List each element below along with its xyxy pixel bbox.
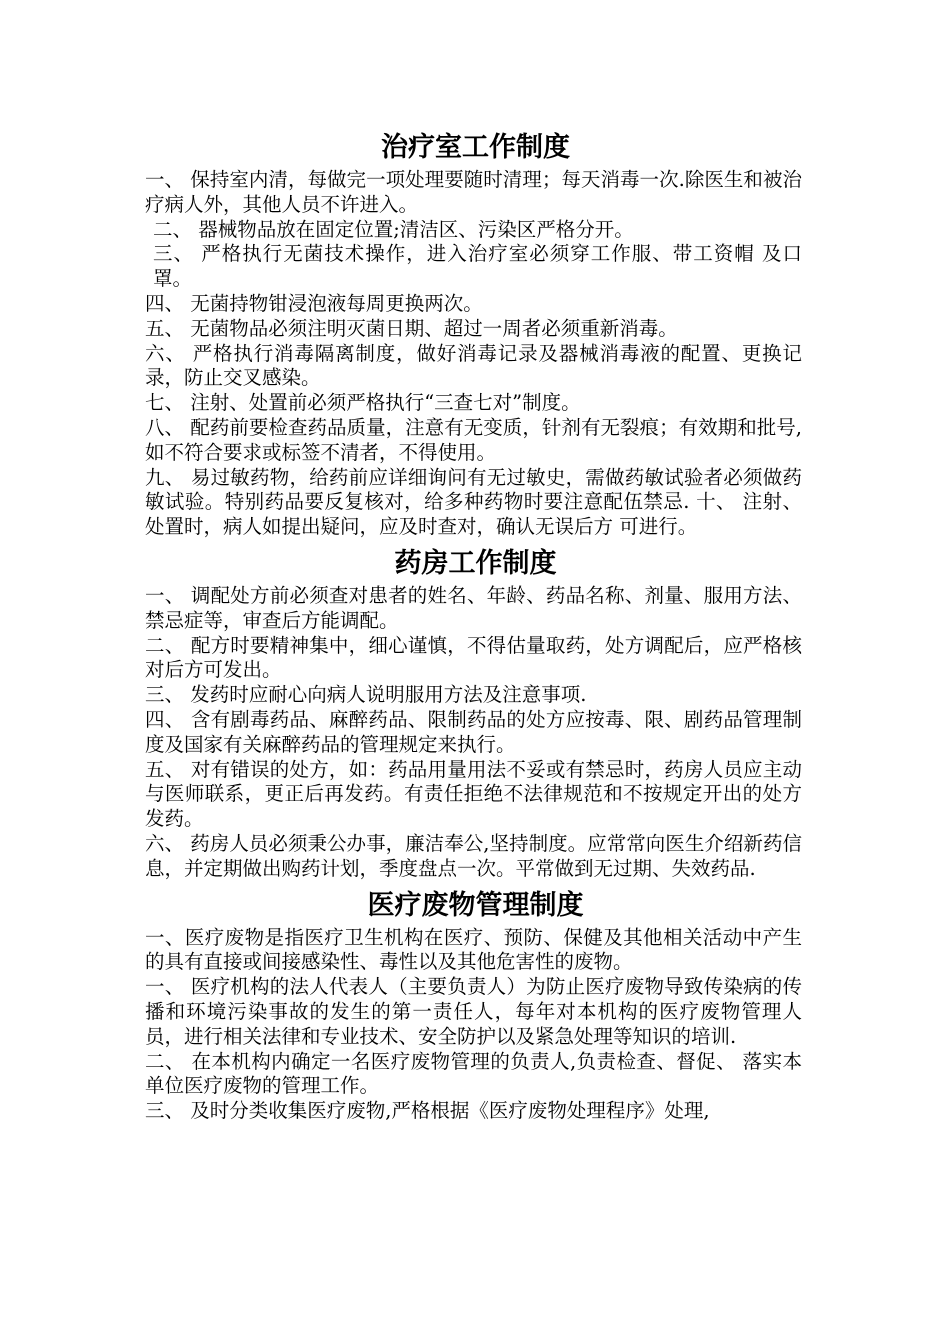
paragraph: 三、 严格执行无菌技术操作，进入治疗室必须穿工作服、带工资帽 及口罩。 [153,242,802,291]
paragraph: 四、 含有剧毒药品、麻醉药品、限制药品的处方应按毒、限、剧药品管理制度及国家有关麻醉药品的管理规定来执行。 [145,707,802,756]
section-medical-waste [145,886,802,1124]
paragraph: 二、 在本机构内确定一名医疗废物管理的负责人,负责检查、督促、 落实本单位医疗废物的管理工作。 [145,1049,802,1098]
paragraph: 二、 器械物品放在固定位置;清洁区、污染区严格分开。 [153,217,634,241]
paragraph: 九、 易过敏药物，给药前应详细询问有无过敏史，需做药敏试验者必须做药敏试验。特别药品要反复核对，给多种药物时要注意配伍禁忌. 十、 注射、处置时，病人如提出疑问，应及时查对，确认无误后方 可进行。 [145,465,802,539]
paragraph: 七、 注射、处置前必须严格执行“三查七对”制度。 [145,391,581,415]
paragraph: 四、 无菌持物钳浸泡液每周更换两次。 [145,291,483,315]
section-treatment-room [145,128,802,540]
section-title: 医疗废物管理制度 [367,889,584,921]
section-title: 药房工作制度 [394,547,557,579]
paragraph: 三、 及时分类收集医疗废物,严格根据《医疗废物处理程序》处理, [145,1099,710,1123]
paragraph: 一、 保持室内清，每做完一项处理要随时清理；每天消毒一次.除医生和被治疗病人外，其他人员不许进入。 [145,168,802,216]
paragraph: 六、 药房人员必须秉公办事，廉洁奉公,坚持制度。应常常向医生介绍新药信息，并定期做出购药计划，季度盘点一次。平常做到无过期、失效药品. [145,831,802,880]
paragraph: 一、 调配处方前必须查对患者的姓名、年龄、药品名称、剂量、服用方法、禁忌症等，审查后方能调配。 [145,583,802,632]
paragraph: 一、医疗废物是指医疗卫生机构在医疗、预防、保健及其他相关活动中产生的具有直接或间接感染性、毒性以及其他危害性的废物。 [145,925,802,974]
paragraph: 一、 医疗机构的法人代表人（主要负责人）为防止医疗废物导致传染病的传播和环境污染事故的发生的第一责任人，每年对本机构的医疗废物管理人员，进行相关法律和专业技术、安全防护以及紧急处理等知识的培训. [145,975,802,1048]
paragraph: 二、 配方时要精神集中，细心谨慎，不得估量取药，处方调配后，应严格核对后方可发出。 [145,633,802,682]
paragraph: 三、 发药时应耐心向病人说明服用方法及注意事项. [145,683,587,707]
section-pharmacy [145,544,802,882]
paragraph: 六、 严格执行消毒隔离制度，做好消毒记录及器械消毒液的配置、更换记录，防止交叉感染。 [145,341,802,390]
paragraph: 五、 对有错误的处方，如：药品用量用法不妥或有禁忌时，药房人员应主动与医师联系，更正后再发药。有责任拒绝不法律规范和不按规定开出的处方发药。 [145,757,802,831]
paragraph: 五、 无菌物品必须注明灭菌日期、超过一周者必须重新消毒。 [145,316,678,340]
paragraph: 八、 配药前要检查药品质量，注意有无变质，针剂有无裂痕；有效期和批号,如不符合要求或标签不清者，不得使用。 [145,415,802,464]
section-title: 治疗室工作制度 [381,132,570,163]
